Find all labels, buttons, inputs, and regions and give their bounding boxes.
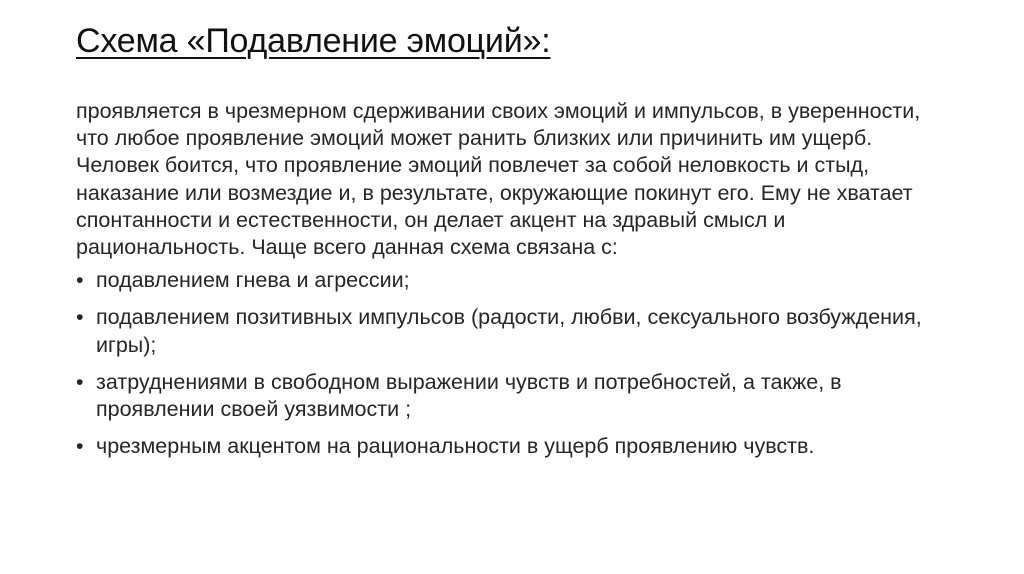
bullet-text: чрезмерным акцентом на рациональности в ущерб проявлению чувств.	[96, 434, 815, 459]
slide-title: Схема «Подавление эмоций»:	[76, 22, 551, 60]
bullet-text: подавлением гнева и агрессии;	[96, 268, 410, 293]
bullet-icon: •	[76, 369, 84, 394]
bullet-item	[76, 267, 956, 294]
bullet-icon: •	[76, 434, 84, 459]
bullet-item	[76, 433, 956, 460]
bullet-list	[76, 267, 956, 460]
bullet-text: подавлением позитивных импульсов (радости, любви, сексуального возбуждения, игры);	[96, 305, 922, 357]
slide-body	[76, 98, 956, 470]
bullet-icon: •	[76, 268, 84, 293]
bullet-text: затруднениями в свободном выражении чувств и потребностей, а также, в проявлении своей уязвимости ;	[96, 369, 842, 422]
bullet-icon: •	[76, 305, 84, 330]
bullet-item	[76, 369, 956, 423]
intro-paragraph: проявляется в чрезмерном сдерживании своих эмоций и импульсов, в уверенности, что любое проявление эмоций может ранить близких или причинить им ущерб. Человек боится, что проявление эмоций повлечет за собой неловкость и стыд, наказание или возмездие и, в результате, окружающие покинут его. Ему не хватает спонтанности и естественности, он делает акцент на здравый смысл и рациональность. Чаще всего данная схема связана с:	[76, 99, 921, 260]
bullet-item	[76, 304, 956, 358]
